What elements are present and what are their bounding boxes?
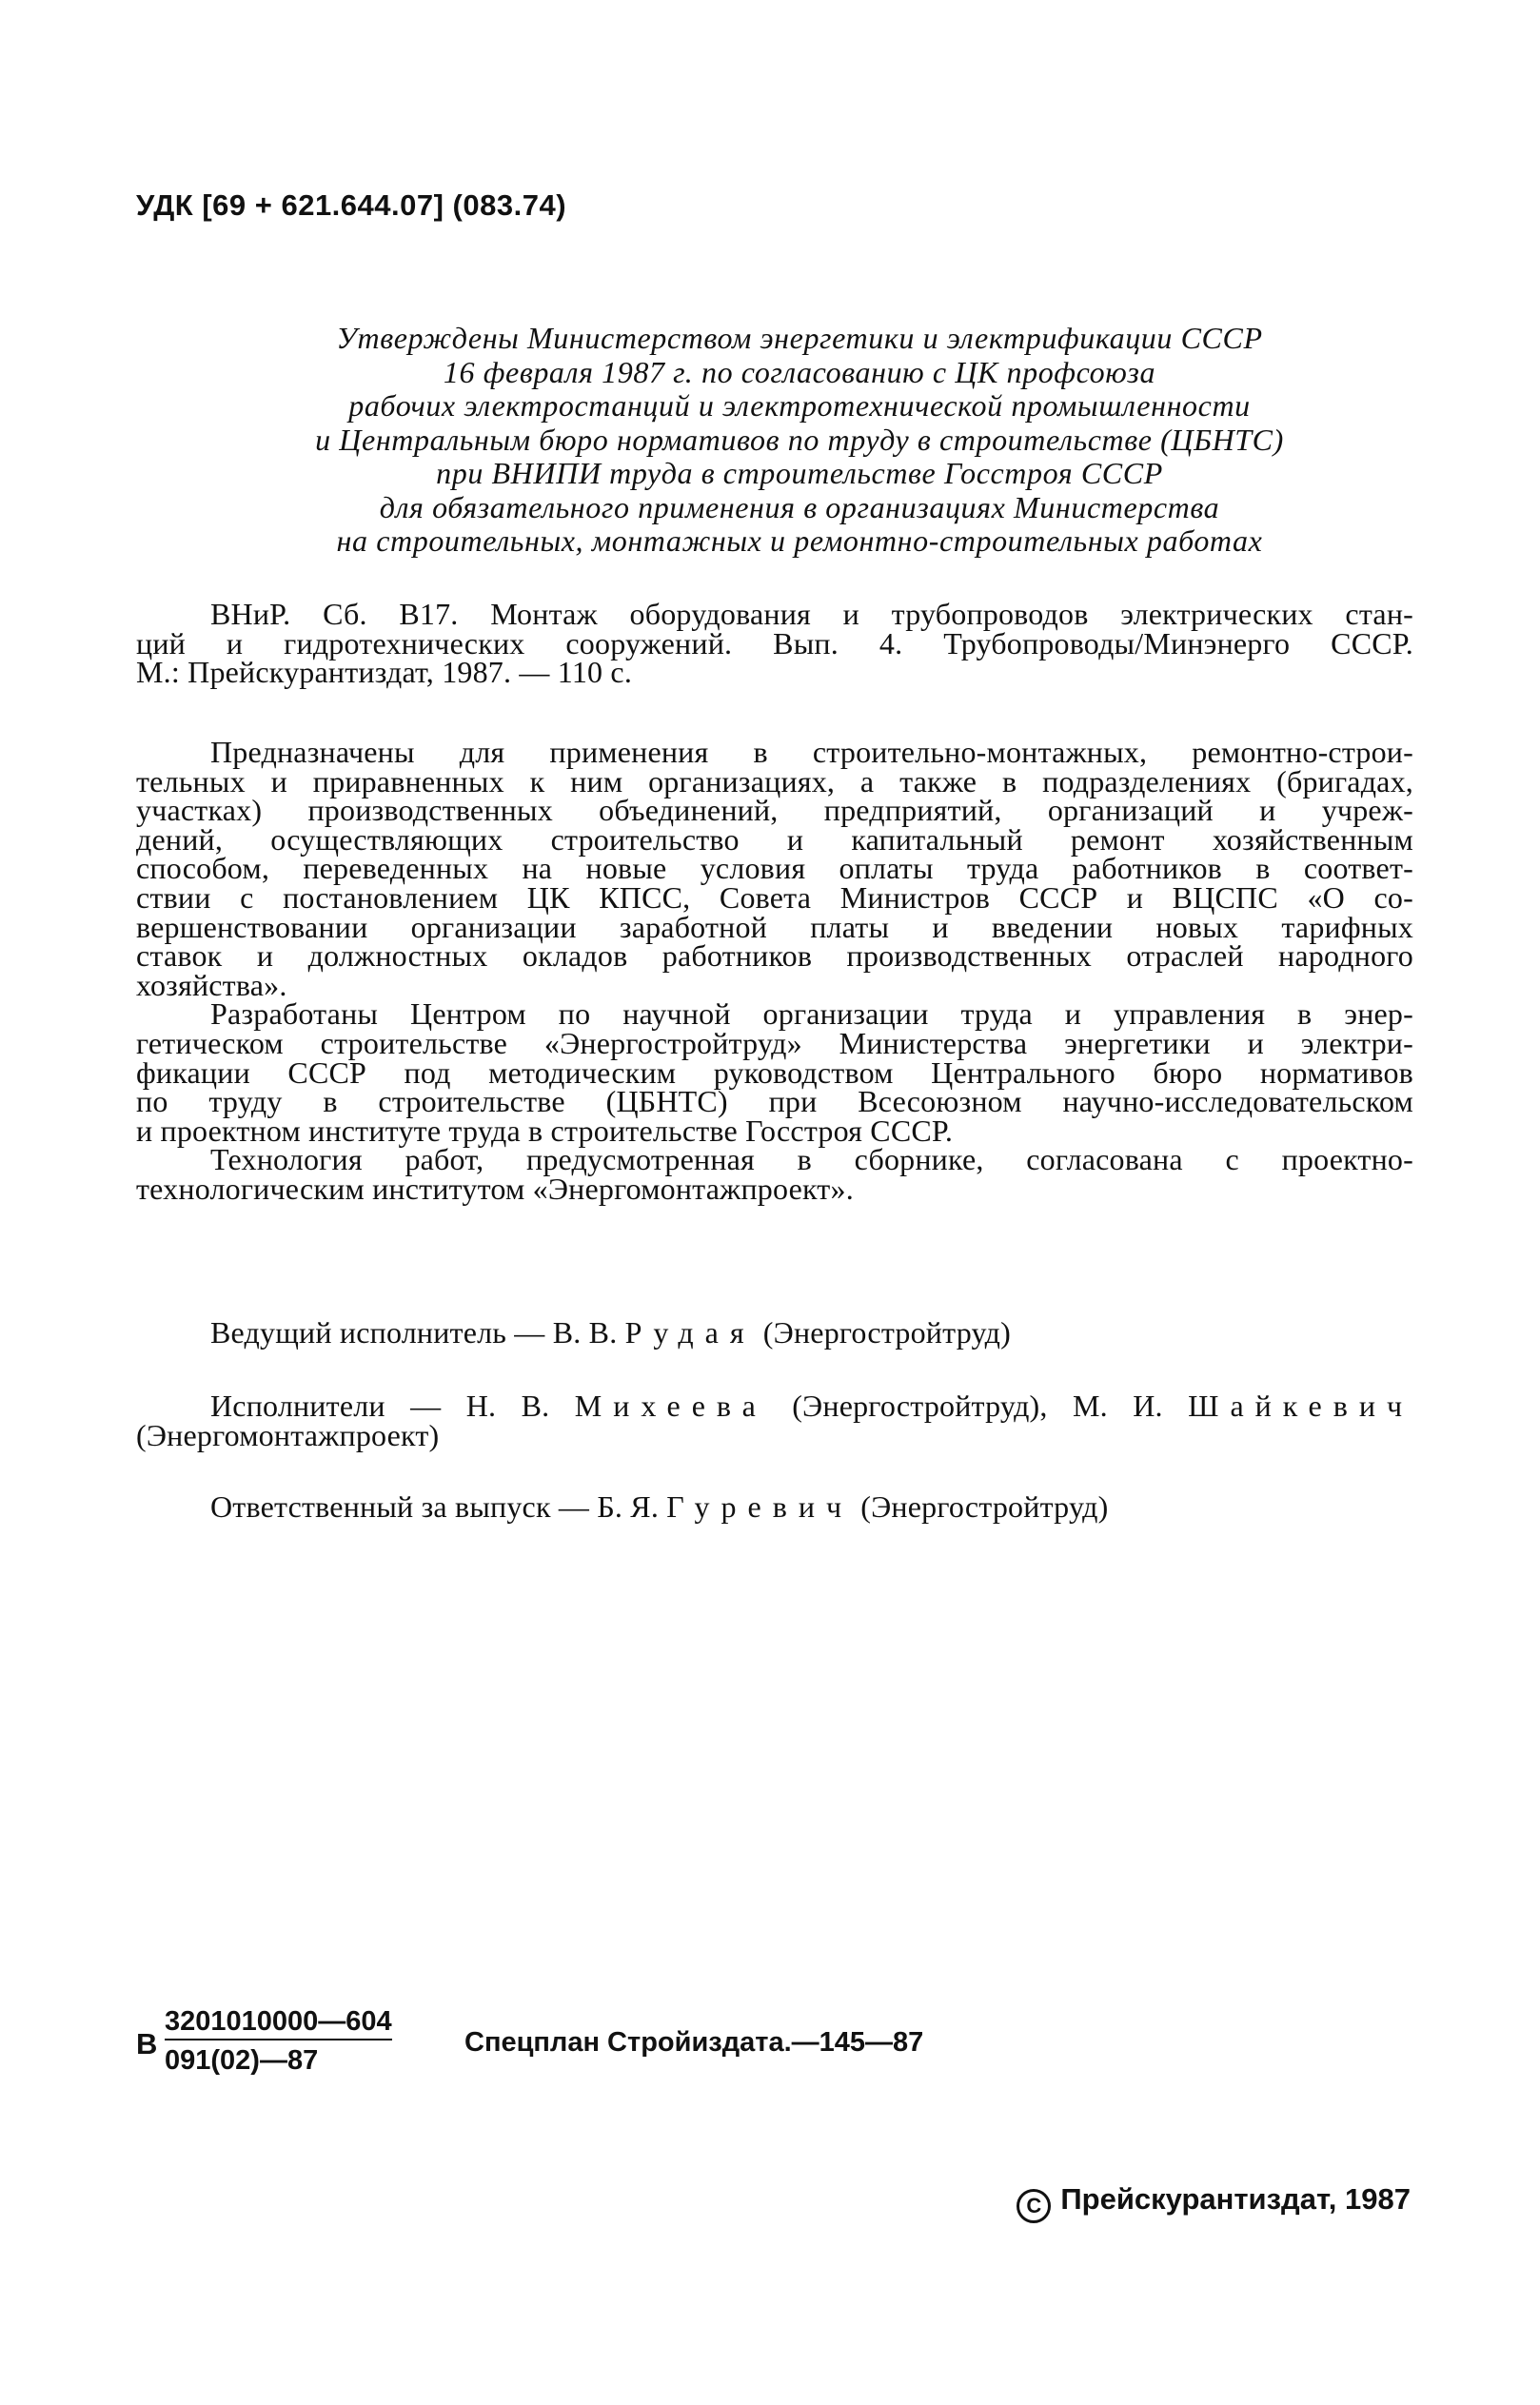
responsible-editor [136, 1489, 1413, 1524]
approval-line: 16 февраля 1987 г. по согласованию с ЦК профсоюза [443, 354, 1156, 389]
performer1-initials: Н. В. [465, 1389, 550, 1423]
responsible-surname: Гуревич [666, 1489, 854, 1524]
bibliographic-record [136, 597, 1413, 690]
approval-line: и Центральным бюро нормативов по труду в строительстве (ЦБНТС) [315, 422, 1284, 457]
lead-label: Ведущий исполнитель — [210, 1315, 545, 1350]
performer2-surname: Шайкевич [1188, 1389, 1414, 1423]
index-letter: В [136, 2027, 158, 2060]
performer2-initials: М. И. [1073, 1389, 1163, 1423]
approval-line: для обязательного применения в организациях Министерства [379, 489, 1220, 524]
performers-label: Исполнители — [210, 1389, 442, 1423]
description-line: Предназначены для применения в строительно-монтажных, ремонтно-строи- [210, 735, 1413, 769]
lead-initials: В. В. [552, 1315, 618, 1350]
performers [136, 1389, 1414, 1452]
approval-line: Утверждены Министерством энергетики и электрификации СССР [336, 321, 1263, 355]
biblio-line: М.: Прейскурантиздат, 1987. — 110 с. [136, 655, 633, 690]
description-text [136, 735, 1413, 1206]
responsible-initials: Б. Я. [597, 1489, 660, 1524]
performer2-org-line [136, 1417, 1413, 1452]
copyright-icon: C [1017, 2189, 1051, 2223]
description-line: ставок и должностных окладов работников производственных отраслей народного [136, 938, 1413, 974]
copyright-text: Прейскурантиздат, 1987 [1060, 2182, 1411, 2216]
approval-line: при ВНИПИ труда в строительстве Госстроя СССР [436, 456, 1163, 490]
responsible-org: (Энергостройтруд) [860, 1489, 1109, 1524]
description-line: тельных и приравненных к ним организациях, а также в подразделениях (бригадах, [136, 763, 1413, 798]
index-denominator: 091(02)—87 [165, 2045, 319, 2076]
description-line: участках) производственных объединений, предприятий, организаций и учреж- [136, 793, 1413, 828]
performer1-surname: Михеева [574, 1389, 767, 1423]
description-line: дений, осуществляющих строительство и капитальный ремонт хозяйственным [136, 821, 1413, 857]
udk-code: УДК [69 + 621.644.07] (083.74) [136, 188, 567, 222]
description-line: Разработаны Центром по научной организации труда и управления в энер- [210, 996, 1413, 1032]
approval-line: на строительных, монтажных и ремонтно-строительных работах [336, 523, 1263, 558]
description-line: ствии с постановлением ЦК КПСС, Совета Министров СССР и ВЦСПС «О со- [136, 879, 1413, 915]
copyright-notice [1017, 2182, 1411, 2223]
biblio-line: ций и гидротехнических сооружений. Вып. 4. Трубопроводы/Минэнерго СССР. [136, 625, 1413, 660]
description-line: Технология работ, предусмотренная в сборнике, согласована с проектно- [210, 1142, 1413, 1177]
description-line: фикации СССР под методическим руководством Центрального бюро нормативов [136, 1055, 1413, 1090]
publisher-plan: Спецплан Стройиздата.—145—87 [464, 2027, 924, 2058]
lead-surname: Рудая [624, 1315, 756, 1350]
description-line: способом, переведенных на новые условия оплаты труда работников в соответ- [136, 851, 1413, 886]
description-line: и проектном институте труда в строительстве Госстроя СССР. [136, 1113, 954, 1148]
responsible-label: Ответственный за выпуск — [210, 1489, 590, 1524]
description-line: вершенствовании организации заработной платы и введении новых тарифных [136, 909, 1413, 944]
performers-line [136, 1391, 1413, 1421]
lead-org: (Энергостройтруд) [762, 1315, 1011, 1350]
description-line: гетическом строительстве «Энергостройтруд» Министерства энергетики и электри- [136, 1025, 1413, 1060]
description-line: хозяйства». [136, 967, 287, 1002]
performer2-org: (Энергомонтажпроект) [136, 1417, 440, 1452]
description-line: по труду в строительстве (ЦБНТС) при Всесоюзном научно-исследовательском [136, 1084, 1413, 1119]
performer1-org: (Энергостройтруд), [792, 1389, 1048, 1423]
approval-line: рабочих электростанций и электротехнической промышленности [348, 388, 1251, 423]
responsible-line [136, 1489, 1413, 1524]
description-line: технологическим институтом «Энергомонтажпроект». [136, 1171, 854, 1206]
biblio-line: ВНиР. Сб. В17. Монтаж оборудования и трубопроводов электрических стан- [210, 597, 1413, 631]
approval-statement [190, 322, 1409, 559]
index-numerator: 3201010000—604 [165, 2006, 392, 2040]
lead-performer-line [136, 1315, 1413, 1350]
lead-performer [136, 1315, 1413, 1350]
